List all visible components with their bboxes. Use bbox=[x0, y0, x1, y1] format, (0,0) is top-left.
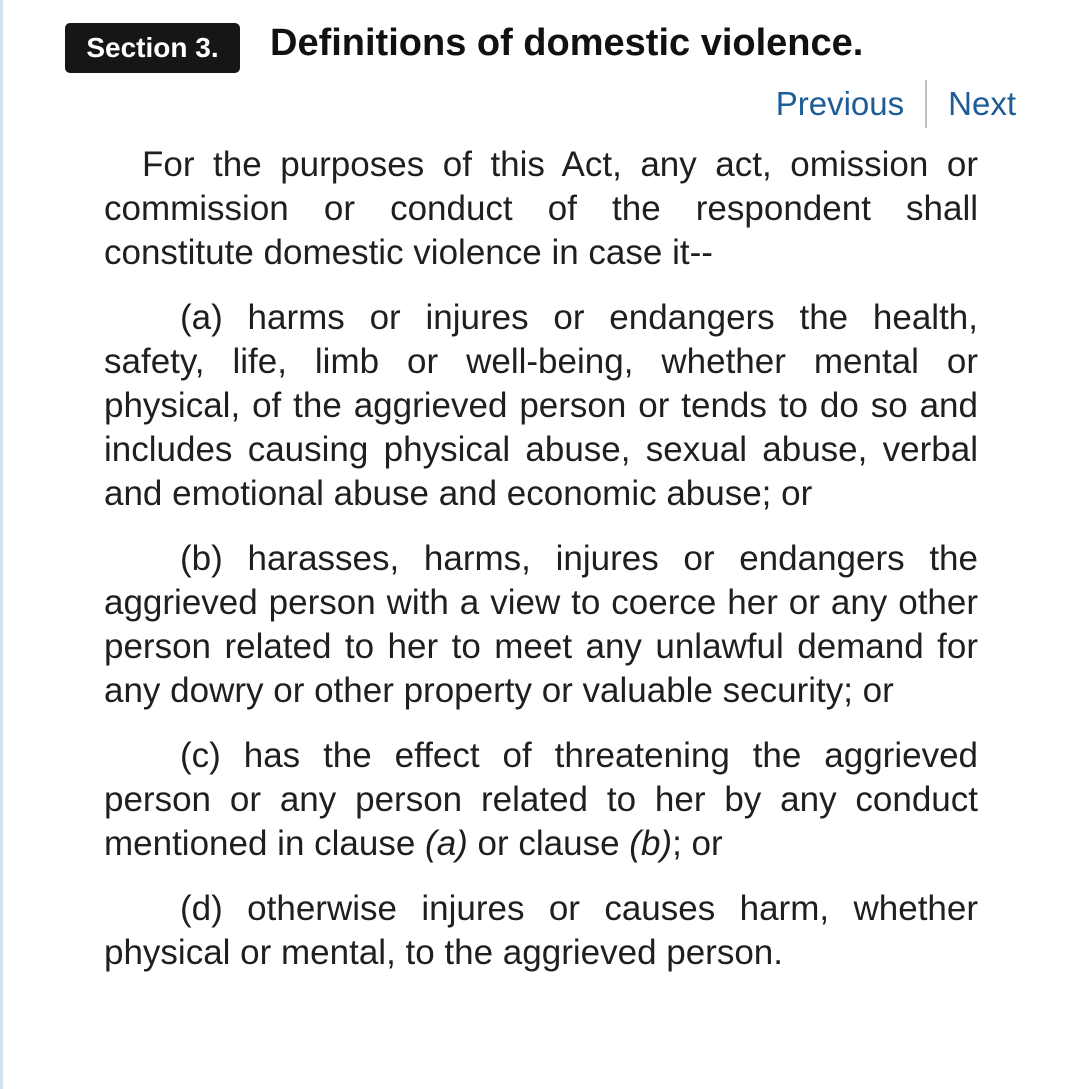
left-edge-rule bbox=[0, 0, 3, 1089]
section-body bbox=[104, 143, 978, 975]
clause-c-text-middle: or clause bbox=[467, 824, 630, 863]
section-number-badge: Section 3. bbox=[65, 23, 240, 73]
nav-divider bbox=[925, 80, 927, 128]
clause-a-reference: (a) bbox=[425, 824, 468, 863]
previous-link[interactable]: Previous bbox=[775, 85, 905, 122]
clause-c-text-end: ; or bbox=[672, 824, 723, 863]
clause-c-text-start: (c) has the effect of threatening the aggrieved person or any person related to her by any conduct mentioned in clause bbox=[104, 736, 978, 863]
next-link[interactable]: Next bbox=[948, 85, 1016, 122]
section-navigation bbox=[776, 80, 1016, 128]
clause-a: (a) harms or injures or endangers the health, safety, life, limb or well-being, whether mental or physical, of the aggrieved person or tends to do so and includes causing physical abuse, sexual abuse, verbal and emotional abuse and economic abuse; or bbox=[104, 298, 978, 513]
intro-paragraph: For the purposes of this Act, any act, omission or commission or conduct of the respondent shall constitute domestic violence in case it-- bbox=[104, 145, 978, 272]
clause-b: (b) harasses, harms, injures or endangers the aggrieved person with a view to coerce her or any other person related to her to meet any unlawful demand for any dowry or other property or valuable security; or bbox=[104, 539, 978, 710]
section-title: Definitions of domestic violence. bbox=[270, 22, 864, 64]
clause-b-reference: (b) bbox=[629, 824, 673, 863]
clause-d: (d) otherwise injures or causes harm, whether physical or mental, to the aggrieved person. bbox=[104, 889, 978, 972]
clause-c bbox=[104, 734, 978, 866]
